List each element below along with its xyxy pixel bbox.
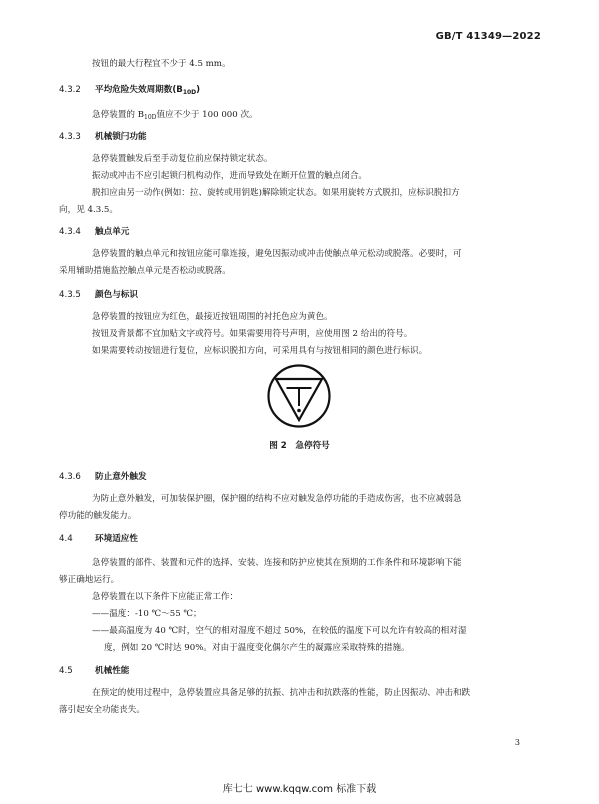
emergency-stop-symbol-graphic (266, 363, 332, 429)
b10d-post: 值应不少于 100 000 次。 (156, 110, 258, 120)
paragraph-4-5-line-1: 在预定的使用过程中，急停装置应具备足够的抗振、抗冲击和抗跌落的性能，防止因振动、冲击和跌 (92, 688, 471, 698)
paragraph-4-3-5-line-1: 急停装置的按钮应为红色，最接近按钮周围的衬托色应为黄色。 (92, 312, 333, 322)
section-title: 防止意外触发 (95, 472, 147, 482)
section-title: 颜色与标识 (95, 290, 138, 300)
paragraph-4-3-3-line-2: 振动或冲击不应引起锁闩机构动作，进而导致处在断开位置的触点闭合。 (92, 171, 368, 181)
list-item-temperature: ——温度：-10 ℃～55 ℃； (92, 609, 202, 619)
paragraph-b10d (92, 107, 542, 124)
heading-4-3-4 (59, 225, 129, 239)
b10d-pre: 急停装置的 B (92, 110, 145, 120)
section-title: 机械性能 (95, 666, 130, 676)
paragraph-4-3-6-line-1: 为防止意外触发，可加装保护圈，保护圈的结构不应对触发急停功能的手造成伤害，也不应减弱急 (92, 494, 462, 504)
paragraph-4-3-3-line-3: 脱扣应由另一动作(例如：拉、旋转或用钥匙)解除锁定状态。如果用旋转方式脱扣，应标识脱扣方 (92, 188, 460, 198)
list-item-humidity-line-2: 度，例如 20 ℃时达 90%。对由于温度变化偶尔产生的凝露应采取特殊的措施。 (104, 643, 410, 653)
paragraph-4-3-3-line-4: 向，见 4.3.5。 (59, 205, 118, 215)
page-number: 3 (514, 738, 520, 747)
section-number: 4.3.3 (59, 132, 81, 142)
heading-4-4 (59, 532, 138, 546)
paragraph-4-3-4-line-1: 急停装置的触点单元和按钮应能可靠连接，避免因振动或冲击使触点单元松动或脱落。必要时，可 (92, 249, 462, 259)
figure-caption: 图 2 急停符号 (269, 441, 330, 451)
download-footer-banner[interactable]: 库七七 www.kqqw.com 标准下载 (0, 780, 599, 804)
paragraph-4-3-3-line-1: 急停装置触发后至手动复位前应保持锁定状态。 (92, 154, 273, 164)
section-title-end: ) (196, 85, 201, 95)
section-number: 4.5 (59, 666, 73, 676)
paragraph-max-travel: 按钮的最大行程宜不少于 4.5 mm。 (92, 59, 231, 69)
heading-4-3-3 (59, 130, 147, 144)
section-title: 机械锁闩功能 (95, 132, 147, 142)
section-number: 4.3.4 (59, 227, 81, 237)
list-item-humidity-line-1: ——最高温度为 40 ℃时，空气的相对湿度不超过 50%，在较低的温度下可以允许有较高的相对湿 (92, 626, 467, 636)
heading-4-3-2 (59, 83, 200, 98)
paragraph-4-3-5-line-2: 按钮及背景都不宜加贴文字或符号。如果需要用符号声明，应使用图 2 给出的符号。 (92, 329, 413, 339)
paragraph-4-4-line-3: 急停装置在以下条件下应能正常工作： (92, 592, 239, 602)
paragraph-4-5-line-2: 落引起安全功能丧失。 (59, 705, 145, 715)
paragraph-4-3-4-line-2: 采用辅助措施监控触点单元是否松动或脱落。 (59, 266, 231, 276)
section-number: 4.4 (59, 534, 73, 544)
b10d-subscript: 10D (144, 114, 157, 121)
standard-number: GB/T 41349—2022 (435, 31, 541, 42)
emergency-stop-symbol-icon (266, 363, 332, 429)
paragraph-4-3-5-line-3: 如果需要转动按钮进行复位，应标识脱扣方向，可采用具有与按钮相同的颜色进行标识。 (92, 346, 428, 356)
section-title: 平均危险失效周期数(B (95, 85, 183, 95)
section-number: 4.3.5 (59, 290, 81, 300)
section-title: 触点单元 (95, 227, 130, 237)
section-title: 环境适应性 (95, 534, 138, 544)
heading-4-3-6 (59, 470, 147, 484)
section-number: 4.3.6 (59, 472, 81, 482)
paragraph-4-4-line-1: 急停装置的部件、装置和元件的选择、安装、连接和防护应使其在预期的工作条件和环境影响下能 (92, 558, 462, 568)
section-title-subscript: 10D (182, 89, 197, 96)
section-number: 4.3.2 (59, 85, 81, 95)
heading-4-5 (59, 664, 129, 678)
symbol-dot (297, 409, 301, 413)
heading-4-3-5 (59, 288, 138, 302)
paragraph-4-3-6-line-2: 停功能的触发能力。 (59, 511, 137, 521)
paragraph-4-4-line-2: 够正确地运行。 (59, 575, 120, 585)
